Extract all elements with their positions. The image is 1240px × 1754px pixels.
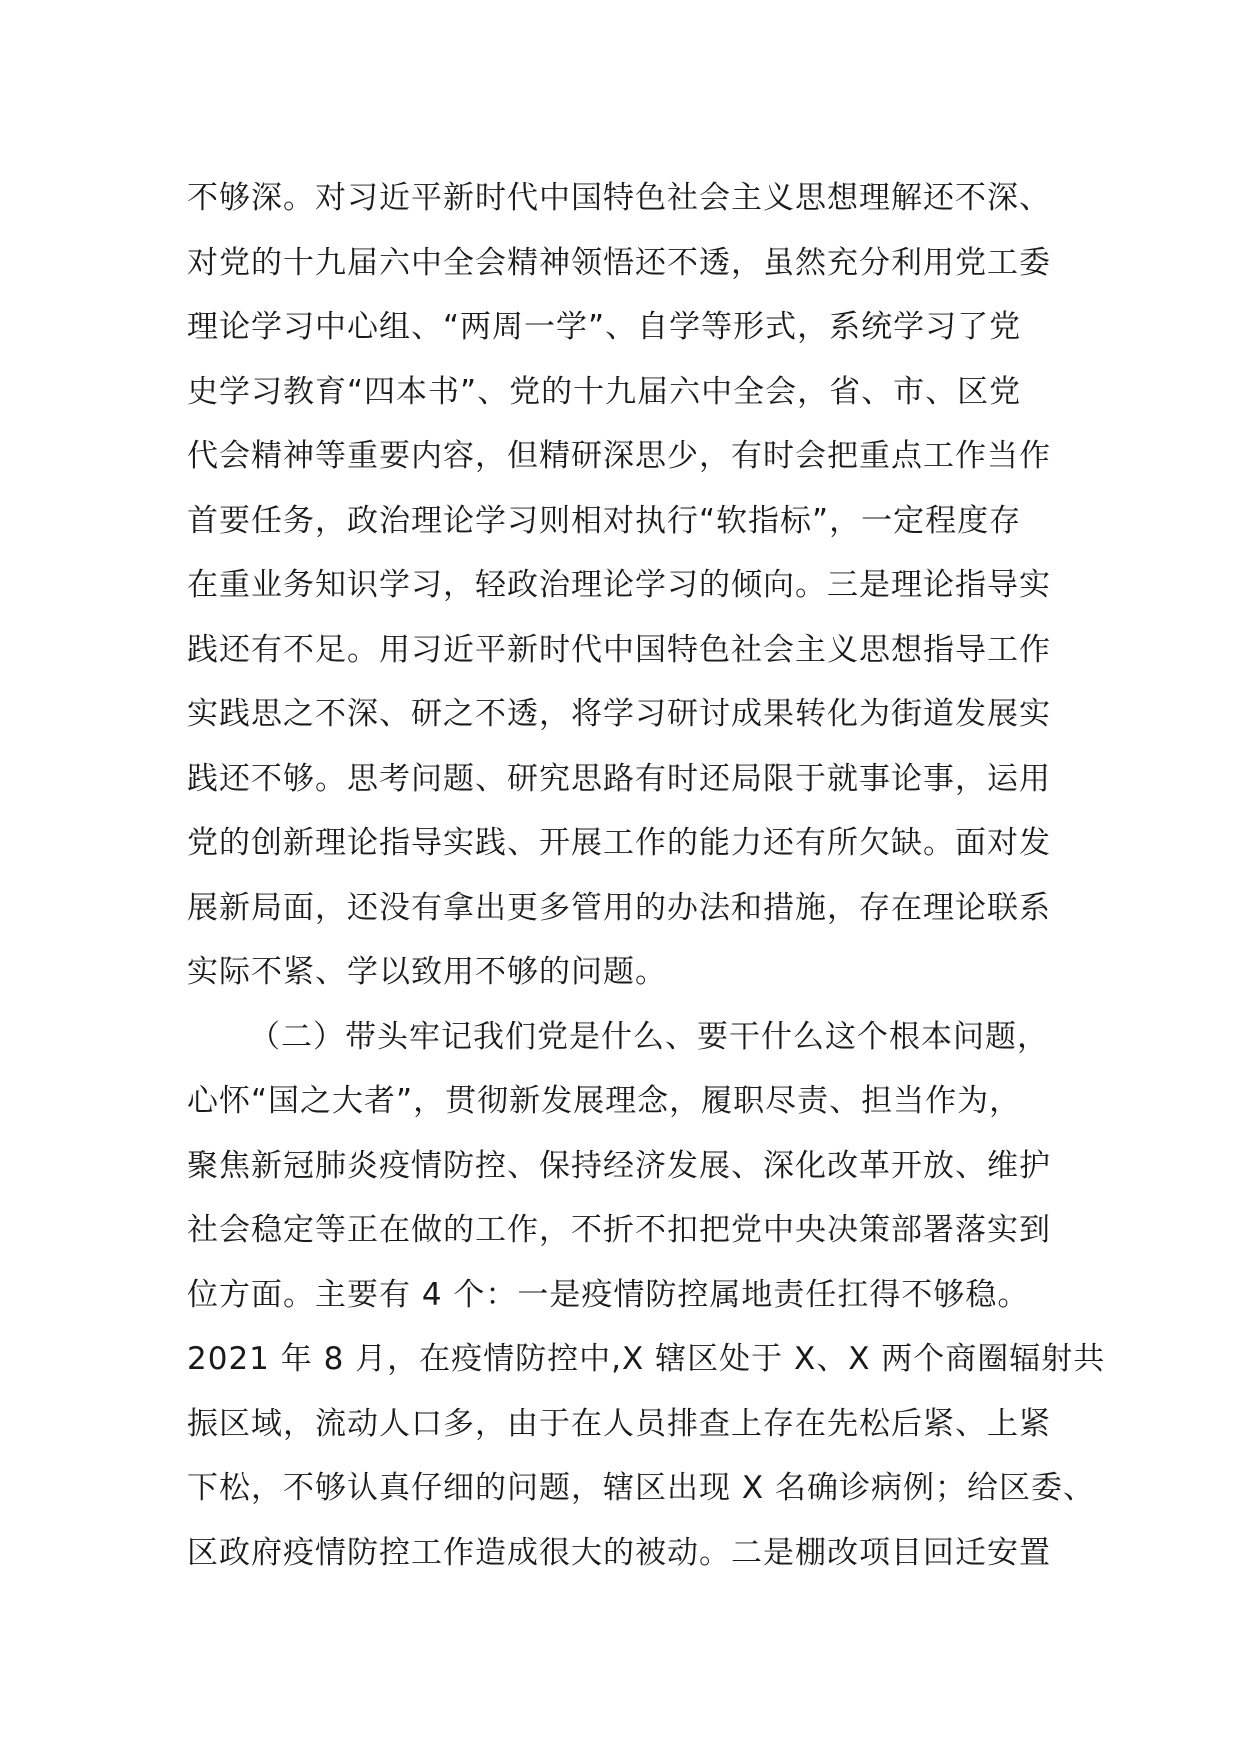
text-line: 代会精神等重要内容，但精研深思少，有时会把重点工作当作 [187, 438, 1051, 474]
text-line: 践还有不足。用习近平新时代中国特色社会主义思想指导工作 [187, 631, 1051, 668]
text-line: 践还不够。思考问题、研究思路有时还局限于就事论事，运用 [187, 760, 1051, 797]
text-line: 对党的十九届六中全会精神领悟还不透，虽然充分利用党工委 [187, 244, 1051, 281]
text-line: （二）带头牢记我们党是什么、要干什么这个根本问题， [249, 1018, 1049, 1055]
text-line: 振区域，流动人口多，由于在人员排查上存在先松后紧、上紧 [187, 1405, 1051, 1442]
text-line: 2021 年 8 月，在疫情防控中,X 辖区处于 X、X 两个商圈辐射共 [187, 1341, 1106, 1377]
text-line: 区政府疫情防控工作造成很大的被动。二是棚改项目回迁安置 [187, 1534, 1051, 1571]
text-line: 不够深。对习近平新时代中国特色社会主义思想理解还不深、 [187, 180, 1051, 216]
text-line: 在重业务知识学习，轻政治理论学习的倾向。三是理论指导实 [187, 567, 1051, 603]
text-line: 心怀“国之大者”，贯彻新发展理念，履职尽责、担当作为， [187, 1083, 1022, 1119]
text-line: 理论学习中心组、“两周一学”、自学等形式，系统学习了党 [187, 309, 1022, 345]
text-line: 展新局面，还没有拿出更多管用的办法和措施，存在理论联系 [187, 889, 1051, 926]
text-line: 史学习教育“四本书”、党的十九届六中全会，省、市、区党 [187, 373, 1022, 410]
text-line: 下松，不够认真仔细的问题，辖区出现 X 名确诊病例；给区委、 [187, 1470, 1095, 1506]
text-line: 社会稳定等正在做的工作，不折不扣把党中央决策部署落实到 [187, 1212, 1051, 1248]
text-line: 实际不紧、学以致用不够的问题。 [187, 954, 667, 990]
text-line: 党的创新理论指导实践、开展工作的能力还有所欠缺。面对发 [187, 825, 1051, 861]
body-text [187, 166, 1106, 1585]
text-line: 聚焦新冠肺炎疫情防控、保持经济发展、深化改革开放、维护 [187, 1147, 1051, 1184]
text-line: 首要任务，政治理论学习则相对执行“软指标”，一定程度存 [187, 502, 1022, 539]
text-line: 位方面。主要有 4 个：一是疫情防控属地责任扛得不够稳。 [187, 1276, 1030, 1313]
text-line: 实践思之不深、研之不透，将学习研讨成果转化为街道发展实 [187, 696, 1051, 732]
